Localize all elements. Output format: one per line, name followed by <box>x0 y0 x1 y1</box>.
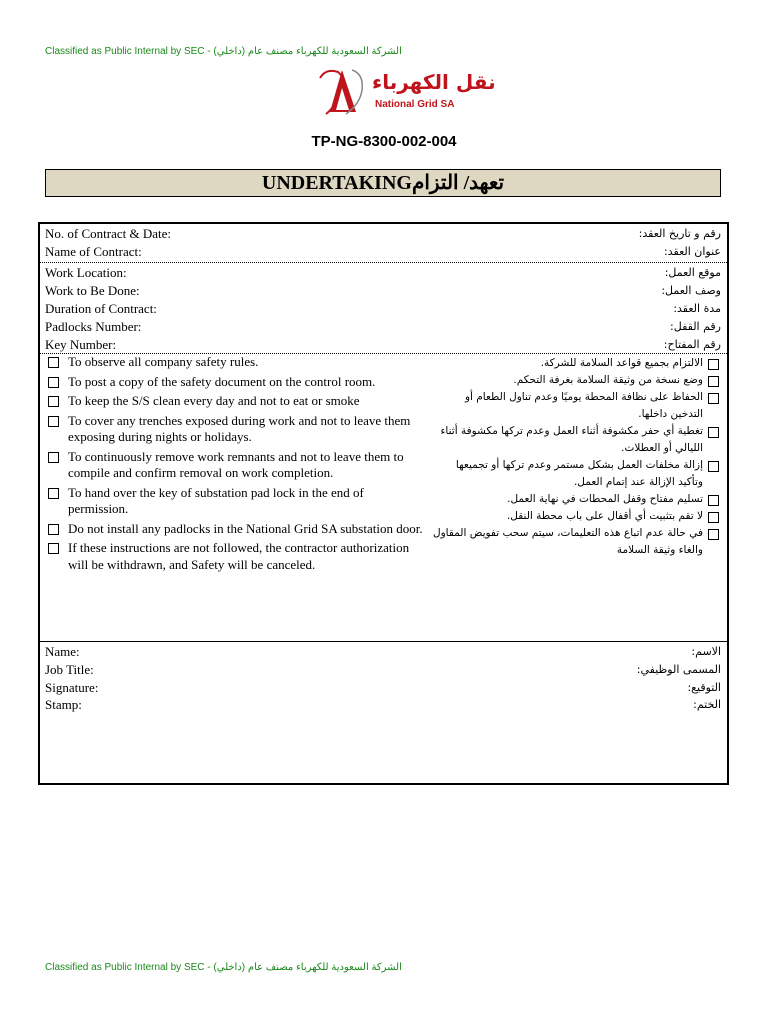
checkbox[interactable] <box>708 529 719 540</box>
duration-label-ar: مدة العقد: <box>673 302 721 315</box>
checklist-item: If these instructions are not followed, the contractor authorization will be withdrawn, and Safety will be canceled. <box>46 540 426 573</box>
key-number-label-ar: رقم المفتاح: <box>663 338 721 351</box>
work-to-be-done-label: Work to Be Done: <box>45 283 140 298</box>
checklist-item-ar: تغطية أي حفر مكشوفة أثناء العمل وعدم تركها مكشوفة أثناء الليالي أو العطلات. <box>431 423 721 457</box>
checkbox[interactable] <box>48 396 59 407</box>
signature-label-ar: التوقيع: <box>687 681 721 694</box>
form-title: UNDERTAKINGتعهد/ التزام <box>45 169 721 197</box>
classification-label-bottom: Classified as Public Internal by SEC - (داخلي) الشركة السعودية للكهرباء مصنف عام <box>45 962 402 973</box>
checklist-english <box>46 354 426 576</box>
duration-label: Duration of Contract: <box>45 301 157 316</box>
document-number: TP-NG-8300-002-004 <box>311 133 457 150</box>
checkbox[interactable] <box>708 512 719 523</box>
checkbox[interactable] <box>708 427 719 438</box>
divider <box>40 262 727 263</box>
checkbox[interactable] <box>48 416 59 427</box>
checklist-item-ar: الالتزام بجميع قواعد السلامة للشركة. <box>431 355 721 372</box>
stamp-label: Stamp: <box>45 697 82 712</box>
checklist-item: To keep the S/S clean every day and not to eat or smoke <box>46 393 426 410</box>
checklist-item: To cover any trenches exposed during work and not to leave them exposing during nights or holidays. <box>46 413 426 446</box>
checkbox[interactable] <box>48 452 59 463</box>
checkbox[interactable] <box>48 377 59 388</box>
checkbox[interactable] <box>708 461 719 472</box>
checklist-item-ar: إزالة مخلفات العمل بشكل مستمر وعدم تركها أو تجميعها وتأكيد الإزالة عند إتمام العمل. <box>431 457 721 491</box>
checkbox[interactable] <box>48 524 59 535</box>
logo-arabic-text: نقل الكهرباء <box>372 70 496 94</box>
job-title-label-ar: المسمى الوظيفي: <box>636 663 721 676</box>
contract-number-label-ar: رقم و تاريخ العقد: <box>638 227 721 240</box>
classification-label-top: Classified as Public Internal by SEC - (داخلي) الشركة السعودية للكهرباء مصنف عام <box>45 46 402 57</box>
checklist-item-ar: في حالة عدم اتباع هذه التعليمات، سيتم سحب تفويض المقاول والغاء وثيقة السلامة <box>431 525 721 559</box>
checklist-item: Do not install any padlocks in the National Grid SA substation door. <box>46 521 426 538</box>
signature-label: Signature: <box>45 680 99 695</box>
job-title-label: Job Title: <box>45 662 94 677</box>
checkbox[interactable] <box>48 488 59 499</box>
key-number-label: Key Number: <box>45 337 117 352</box>
name-label-ar: الاسم: <box>691 645 721 658</box>
padlocks-number-label: Padlocks Number: <box>45 319 142 334</box>
checkbox[interactable] <box>708 376 719 387</box>
checklist-item: To post a copy of the safety document on the control room. <box>46 374 426 391</box>
checklist-item: To continuously remove work remnants and not to leave them to compile and confirm removal on work completion. <box>46 449 426 482</box>
checkbox[interactable] <box>708 393 719 404</box>
contract-name-label: Name of Contract: <box>45 244 142 259</box>
divider <box>40 641 727 642</box>
checkbox[interactable] <box>708 495 719 506</box>
checkbox[interactable] <box>48 543 59 554</box>
checklist-item: To observe all company safety rules. <box>46 354 426 371</box>
padlocks-number-label-ar: رقم القفل: <box>670 320 721 333</box>
work-location-label: Work Location: <box>45 265 127 280</box>
stamp-label-ar: الختم: <box>693 698 721 711</box>
checklist-item-ar: تسليم مفتاح وقفل المحطات في نهاية العمل. <box>431 491 721 508</box>
checklist-arabic <box>431 355 721 559</box>
checkbox[interactable] <box>48 357 59 368</box>
checklist-item: To hand over the key of substation pad lock in the end of permission. <box>46 485 426 518</box>
checklist-item-ar: لا تقم بتثبيت أي أقفال على باب محطة النقل. <box>431 508 721 525</box>
work-to-be-done-label-ar: وصف العمل: <box>661 284 721 297</box>
checkbox[interactable] <box>708 359 719 370</box>
contract-name-label-ar: عنوان العقد: <box>664 245 721 258</box>
checklist-item-ar: الحفاظ على نظافة المحطة يوميًا وعدم تناول الطعام أو التدخين داخلها. <box>431 389 721 423</box>
name-label: Name: <box>45 644 80 659</box>
checklist-item-ar: وضع نسخة من وثيقة السلامة بغرفة التحكم. <box>431 372 721 389</box>
undertaking-form <box>38 222 729 785</box>
work-location-label-ar: موقع العمل: <box>664 266 721 279</box>
logo-english-text: National Grid SA <box>375 99 455 110</box>
contract-number-label: No. of Contract & Date: <box>45 226 171 241</box>
